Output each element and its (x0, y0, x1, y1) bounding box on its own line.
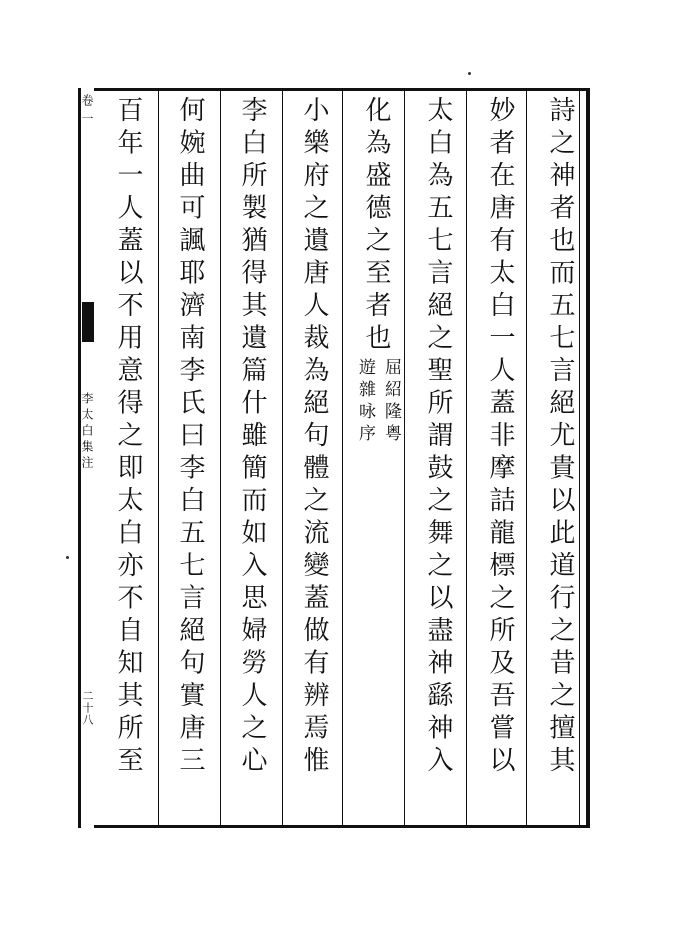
column-rule (158, 88, 159, 828)
text-column-4: 化為盛德之至者也 (361, 96, 391, 356)
column-rule (220, 88, 221, 828)
print-speck (66, 556, 69, 559)
gutter-book-title: 李太白集注 (80, 392, 94, 472)
column-rule (526, 88, 527, 828)
source-note-line-2: 遊雜咏序 (355, 358, 375, 446)
text-column-7: 何婉曲可諷耶濟南李氏曰李白五七言絕句實唐三 (175, 96, 205, 779)
text-column-6: 李白所製猶得其遺篇什雖簡而如入思婦勞人之心 (237, 96, 267, 779)
column-rule (466, 88, 467, 828)
column-rule (404, 88, 405, 828)
text-column-2: 妙者在唐有太白一人蓋非摩詰龍標之所及吾嘗以 (485, 96, 515, 779)
text-column-5: 小樂府之遺唐人裁為絕句體之流變蓋做有辨焉惟 (299, 96, 329, 779)
text-column-8: 百年一人蓋以不用意得之即太白亦不自知其所至 (113, 96, 143, 779)
source-note-line-1: 屈紹隆粤 (381, 358, 401, 446)
text-column-3: 太白為五七言絕之聖所謂鼓之舞之以盡神繇神入 (423, 96, 453, 779)
print-speck (468, 72, 471, 75)
column-rule (282, 88, 283, 828)
column-rule (342, 88, 343, 828)
gutter-page-number: 二十八 (81, 690, 94, 726)
fish-tail-mark (82, 302, 94, 342)
gutter-top-mark: 卷一 (80, 94, 94, 130)
text-column-1: 詩之神者也而五七言絕尤貴以此道行之昔之擅其 (545, 96, 575, 779)
